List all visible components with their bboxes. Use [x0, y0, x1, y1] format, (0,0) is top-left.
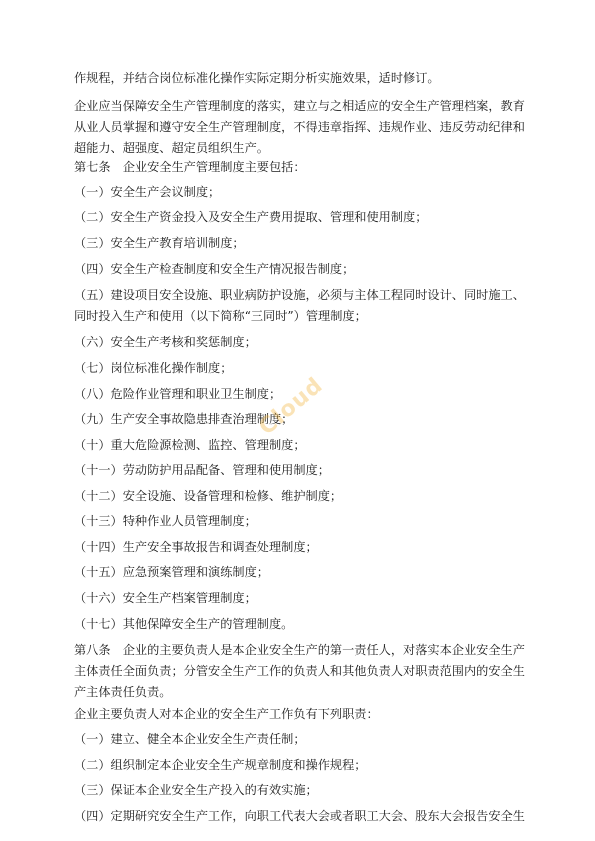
text-line: （二）安全生产资金投入及安全生产费用提取、管理和使用制度； [74, 210, 428, 224]
paragraph [74, 96, 536, 159]
list-item [74, 486, 536, 507]
text-line: 同时投入生产和使用（以下简称“三同时”）管理制度； [74, 309, 367, 323]
list-item [74, 780, 536, 801]
text-line: 主体责任全面负责；分管安全生产工作的负责人和其他负责人对职责范围内的安全生 [74, 664, 525, 678]
text-line: 从业人员掌握和遵守安全生产管理制度，不得违章指挥、违规作业、违反劳动纪律和 [74, 120, 525, 134]
text-line: （三）保证本企业安全生产投入的有效实施； [74, 783, 318, 797]
text-line: （八）危险作业管理和职业卫生制度； [74, 387, 282, 401]
list-item [74, 614, 536, 635]
paragraph [74, 704, 536, 725]
list-item [74, 384, 536, 405]
text-line: （四）安全生产检查制度和安全生产情况报告制度； [74, 262, 355, 276]
text-line: （一）建立、健全本企业安全生产责任制； [74, 732, 306, 746]
list-item [74, 460, 536, 481]
text-line: （五）建设项目安全设施、职业病防护设施，必须与主体工程同时设计、同时施工、 [74, 288, 525, 302]
text-line: （十）重大危险源检测、监控、管理制度； [74, 438, 306, 452]
text-line: （四）定期研究安全生产工作，向职工代表大会或者职工大会、股东大会报告安全生 [74, 809, 525, 823]
list-item [74, 409, 536, 430]
watermark-logo: Cloud [254, 372, 329, 441]
list-item [74, 182, 536, 203]
text-line: 第七条 企业安全生产管理制度主要包括： [74, 160, 306, 174]
text-line: 企业应当保障安全生产管理制度的落实，建立与之相适应的安全生产管理档案，教育 [74, 99, 525, 113]
list-item [74, 588, 536, 609]
list-item [74, 755, 536, 776]
text-line: （九）生产安全事故隐患排查治理制度； [74, 412, 294, 426]
text-line: （二）组织制定本企业安全生产规章制度和操作规程； [74, 758, 367, 772]
text-line: （十五）应急预案管理和演练制度； [74, 565, 269, 579]
list-item [74, 233, 536, 254]
text-line: （十三）特种作业人员管理制度； [74, 514, 257, 528]
text-line: （六）安全生产考核和奖惩制度； [74, 335, 257, 349]
list-item [74, 562, 536, 583]
text-line: 产主体责任负责。 [74, 685, 172, 699]
list-item [74, 729, 536, 750]
list-item [74, 259, 536, 280]
list-item [74, 537, 536, 558]
article-paragraph [74, 640, 536, 703]
list-item [74, 806, 536, 827]
list-item [74, 285, 536, 327]
text-line: 第八条 企业的主要负责人是本企业安全生产的第一责任人，对落实本企业安全生产 [74, 643, 525, 657]
text-line: （一）安全生产会议制度； [74, 185, 221, 199]
paragraph [74, 68, 536, 89]
text-line: 作规程，并结合岗位标准化操作实际定期分析实施效果，适时修订。 [74, 71, 440, 85]
text-line: （七）岗位标准化操作制度； [74, 361, 233, 375]
text-line: （十二）安全设施、设备管理和检修、维护制度； [74, 489, 343, 503]
list-item [74, 332, 536, 353]
list-item [74, 511, 536, 532]
text-line: 超能力、超强度、超定员组织生产。 [74, 141, 269, 155]
article-heading [74, 157, 536, 178]
list-item [74, 207, 536, 228]
text-line: （十七）其他保障安全生产的管理制度。 [74, 617, 294, 631]
text-line: （十一）劳动防护用品配备、管理和使用制度； [74, 463, 330, 477]
text-line: （三）安全生产教育培训制度； [74, 236, 245, 250]
list-item [74, 358, 536, 379]
text-line: 企业主要负责人对本企业的安全生产工作负有下列职责： [74, 707, 379, 721]
text-line: （十四）生产安全事故报告和调查处理制度； [74, 540, 318, 554]
list-item [74, 435, 536, 456]
text-line: （十六）安全生产档案管理制度； [74, 591, 257, 605]
